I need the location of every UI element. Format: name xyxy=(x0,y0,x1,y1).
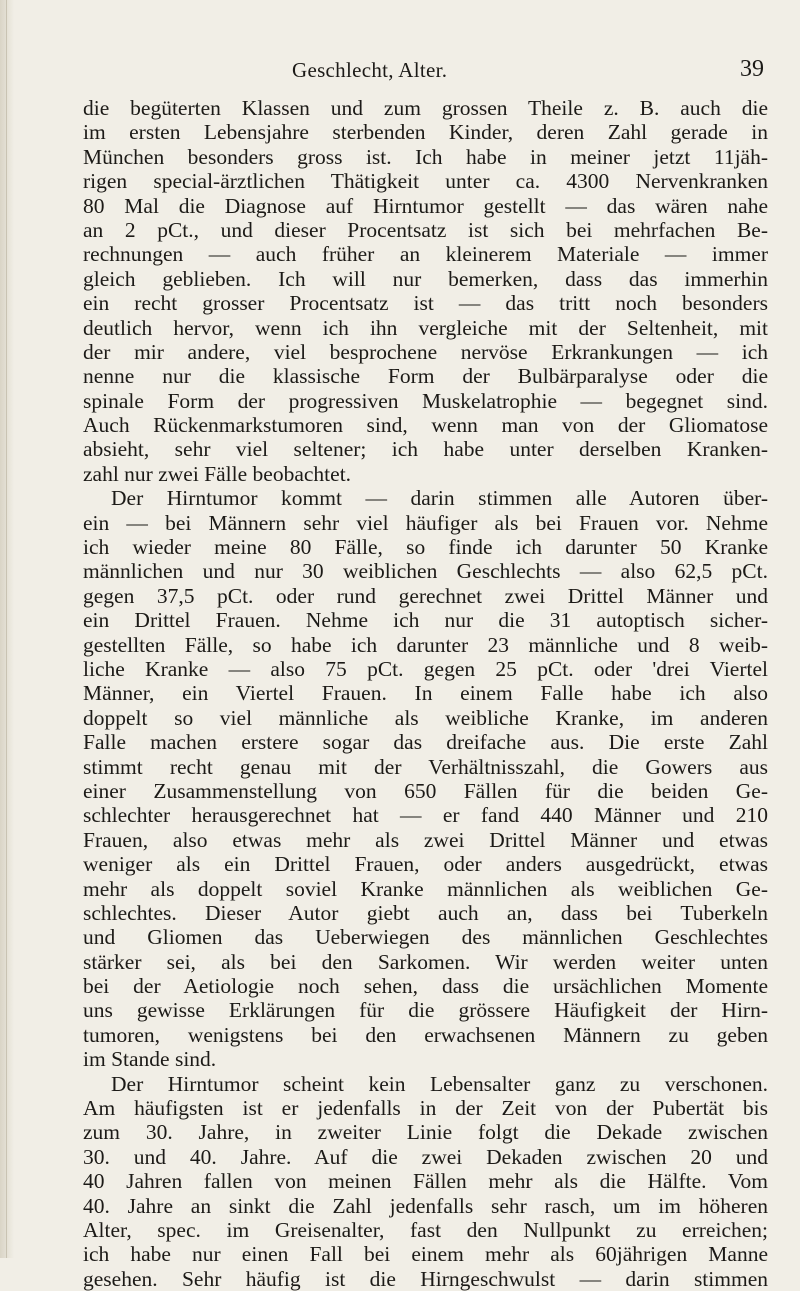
text-line: 40 Jahren fallen von meinen Fällen mehr als die Hälfte. Vom xyxy=(83,1169,768,1194)
text-line: Falle machen erstere sogar das dreifache aus. Die erste Zahl xyxy=(83,730,768,755)
text-line: einer Zusammenstellung von 650 Fällen für die beiden Ge- xyxy=(83,778,768,803)
text-line: gegen 37,5 pCt. oder rund gerechnet zwei Drittel Männer und xyxy=(83,583,768,608)
text-line: 30. und 40. Jahre. Auf die zwei Dekaden zwischen 20 und xyxy=(83,1144,768,1169)
text-line: doppelt so viel männliche als weibliche Kranke, im anderen xyxy=(83,705,768,730)
text-line: ein — bei Männern sehr viel häufiger als bei Frauen vor. Nehme xyxy=(83,510,768,535)
text-line: der mir andere, viel besprochene nervöse Erkrankungen — ich xyxy=(83,339,768,364)
text-line: gleich geblieben. Ich will nur bemerken, dass das immerhin xyxy=(83,266,768,291)
body-text xyxy=(83,96,768,1291)
text-line: männlichen und nur 30 weiblichen Geschlechts — also 62,5 pCt. xyxy=(83,559,768,584)
text-line: Am häufigsten ist er jedenfalls in der Zeit von der Pubertät bis xyxy=(83,1096,768,1121)
text-line: zum 30. Jahre, in zweiter Linie folgt die Dekade zwischen xyxy=(83,1120,768,1145)
text-line: Auch Rückenmarkstumoren sind, wenn man von der Gliomatose xyxy=(83,413,768,438)
text-line: liche Kranke — also 75 pCt. gegen 25 pCt. oder 'drei Viertel xyxy=(83,656,768,681)
text-line: Der Hirntumor kommt — darin stimmen alle Autoren über- xyxy=(111,486,768,511)
text-line: weniger als ein Drittel Frauen, oder anders ausgedrückt, etwas xyxy=(83,852,768,877)
text-line: schlechter herausgerechnet hat — er fand 440 Männer und 210 xyxy=(83,803,768,828)
text-line: ich wieder meine 80 Fälle, so finde ich darunter 50 Kranke xyxy=(83,535,768,560)
text-line: an 2 pCt., und dieser Procentsatz ist sich bei mehrfachen Be- xyxy=(83,217,768,242)
text-line: 80 Mal die Diagnose auf Hirntumor gestellt — das wären nahe xyxy=(83,193,768,218)
page-edge xyxy=(6,0,7,1258)
page-header xyxy=(78,52,778,82)
text-line: stärker sei, als bei den Sarkomen. Wir werden weiter unten xyxy=(83,949,768,974)
text-line: rigen special-ärztlichen Thätigkeit unter ca. 4300 Nervenkranken xyxy=(83,169,768,194)
text-line: gesehen. Sehr häufig ist die Hirngeschwulst — darin stimmen xyxy=(83,1266,768,1291)
text-line: deutlich hervor, wenn ich ihn vergleiche mit der Seltenheit, mit xyxy=(83,315,768,340)
page-gutter-shadow xyxy=(0,0,14,1258)
text-line: die begüterten Klassen und zum grossen Theile z. B. auch die xyxy=(83,96,768,120)
text-line: im ersten Lebensjahre sterbenden Kinder, deren Zahl gerade in xyxy=(83,120,768,145)
text-line: 40. Jahre an sinkt die Zahl jedenfalls sehr rasch, um im höheren xyxy=(83,1193,768,1218)
text-line: spinale Form der progressiven Muskelatrophie — begegnet sind. xyxy=(83,388,768,413)
text-line: ein Drittel Frauen. Nehme ich nur die 31 autoptisch sicher- xyxy=(83,608,768,633)
text-line: schlechtes. Dieser Autor giebt auch an, dass bei Tuberkeln xyxy=(83,900,768,925)
text-line: im Stande sind. xyxy=(83,1047,217,1072)
text-line: Der Hirntumor scheint kein Lebensalter ganz zu verschonen. xyxy=(111,1071,768,1096)
page-number: 39 xyxy=(740,56,764,82)
text-line: gestellten Fälle, so habe ich darunter 23 männliche und 8 weib- xyxy=(83,632,768,657)
text-line: stimmt recht genau mit der Verhältnisszahl, die Gowers aus xyxy=(83,754,768,779)
text-line: mehr als doppelt soviel Kranke männlichen als weiblichen Ge- xyxy=(83,876,768,901)
text-line: nenne nur die klassische Form der Bulbärparalyse oder die xyxy=(83,364,768,389)
text-line: Frauen, also etwas mehr als zwei Drittel Männer und etwas xyxy=(83,827,768,852)
text-line: Männer, ein Viertel Frauen. In einem Falle habe ich also xyxy=(83,681,768,706)
text-line: ich habe nur einen Fall bei einem mehr als 60jährigen Manne xyxy=(83,1242,768,1267)
text-line: ein recht grosser Procentsatz ist — das tritt noch besonders xyxy=(83,291,768,316)
text-line: absieht, sehr viel seltener; ich habe unter derselben Kranken- xyxy=(83,437,768,462)
text-line: rechnungen — auch früher an kleinerem Materiale — immer xyxy=(83,242,768,267)
text-line: uns gewisse Erklärungen für die grössere Häufigkeit der Hirn- xyxy=(83,998,768,1023)
text-line: und Gliomen das Ueberwiegen des männlichen Geschlechtes xyxy=(83,925,768,950)
running-head: Geschlecht, Alter. xyxy=(292,58,448,82)
text-line: zahl nur zwei Fälle beobachtet. xyxy=(83,461,352,486)
text-line: München besonders gross ist. Ich habe in meiner jetzt 11jäh- xyxy=(83,144,768,169)
text-line: Alter, spec. im Greisenalter, fast den Nullpunkt zu erreichen; xyxy=(83,1217,768,1242)
text-line: bei der Aetiologie noch sehen, dass die ursächlichen Momente xyxy=(83,974,768,999)
text-line: tumoren, wenigstens bei den erwachsenen Männern zu geben xyxy=(83,1022,768,1047)
